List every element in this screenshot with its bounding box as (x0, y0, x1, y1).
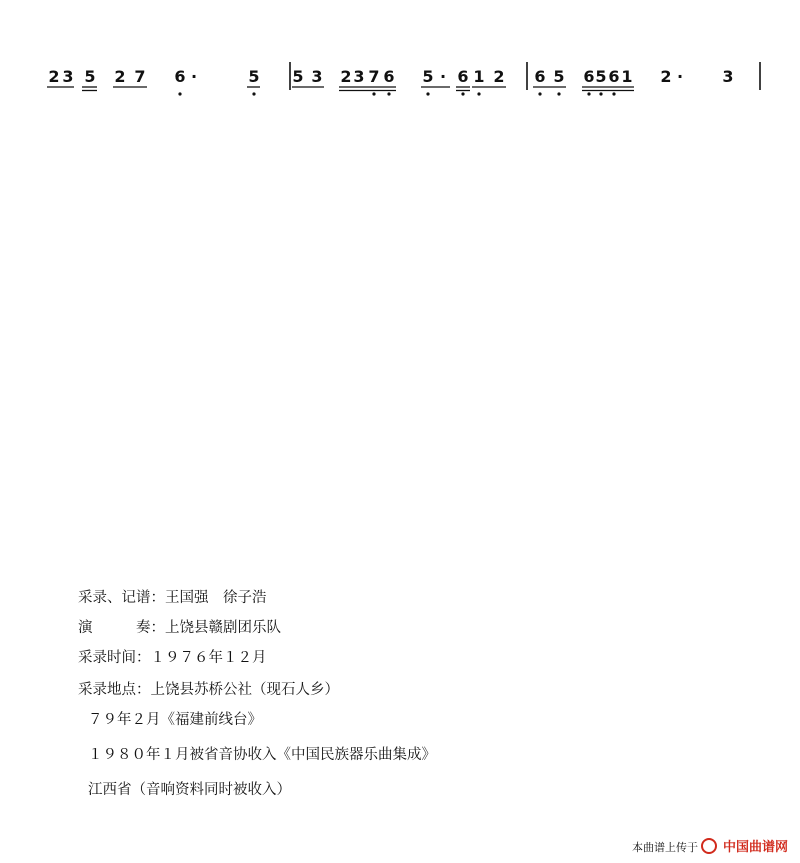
note: 5 (84, 67, 96, 86)
credit-publication-1: ７９年２月《福建前线台》 (88, 712, 262, 728)
note: · (439, 67, 447, 86)
note: 1 (473, 67, 485, 86)
note: 6 (583, 67, 595, 86)
credit-performer: 演 奏：上饶县赣剧团乐队 (78, 620, 281, 636)
note: 3 (722, 67, 734, 86)
note: 2 (493, 67, 505, 86)
note: 7 (134, 67, 146, 86)
octave-dot (587, 92, 590, 95)
note: 5 (553, 67, 565, 86)
footer-upload-text: 本曲谱上传于 (631, 841, 698, 854)
note: 2 (48, 67, 60, 86)
note: 6 (534, 67, 546, 86)
note: 5 (595, 67, 607, 86)
octave-dot (477, 92, 480, 95)
site-logo-icon (701, 838, 717, 854)
note: 1 (621, 67, 633, 86)
note: 2 (114, 67, 126, 86)
credit-date: 采录时间：１９７６年１２月 (78, 650, 267, 666)
footer-watermark (632, 836, 788, 855)
credit-place: 采录地点：上饶县苏桥公社（现石人乡） (78, 682, 339, 698)
octave-dot (557, 92, 560, 95)
credit-publication-2: １９８０年１月被省音协收入《中国民族器乐曲集成》 (88, 747, 436, 763)
note: 3 (62, 67, 74, 86)
note: 5 (248, 67, 260, 86)
octave-dot (372, 92, 375, 95)
note: 6 (608, 67, 620, 86)
note: · (190, 67, 198, 86)
octave-dot (461, 92, 464, 95)
note: 6 (174, 67, 186, 86)
note: 2 (660, 67, 672, 86)
octave-dot (426, 92, 429, 95)
note: 3 (353, 67, 365, 86)
octave-dot (599, 92, 602, 95)
octave-dot (538, 92, 541, 95)
note: 3 (311, 67, 323, 86)
note: 7 (368, 67, 380, 86)
note: · (676, 67, 684, 86)
octave-dot (612, 92, 615, 95)
footer-site-name: 中国曲谱网 (722, 840, 788, 855)
note: 5 (292, 67, 304, 86)
octave-dot (387, 92, 390, 95)
note: 6 (383, 67, 395, 86)
credit-recorder: 采录、记谱：王国强 徐子浩 (78, 590, 267, 606)
note: 5 (422, 67, 434, 86)
octave-dot (252, 92, 255, 95)
octave-dot (178, 92, 181, 95)
note: 2 (340, 67, 352, 86)
credit-publication-3: 江西省（音响资料同时被收入） (88, 782, 291, 798)
note: 6 (457, 67, 469, 86)
